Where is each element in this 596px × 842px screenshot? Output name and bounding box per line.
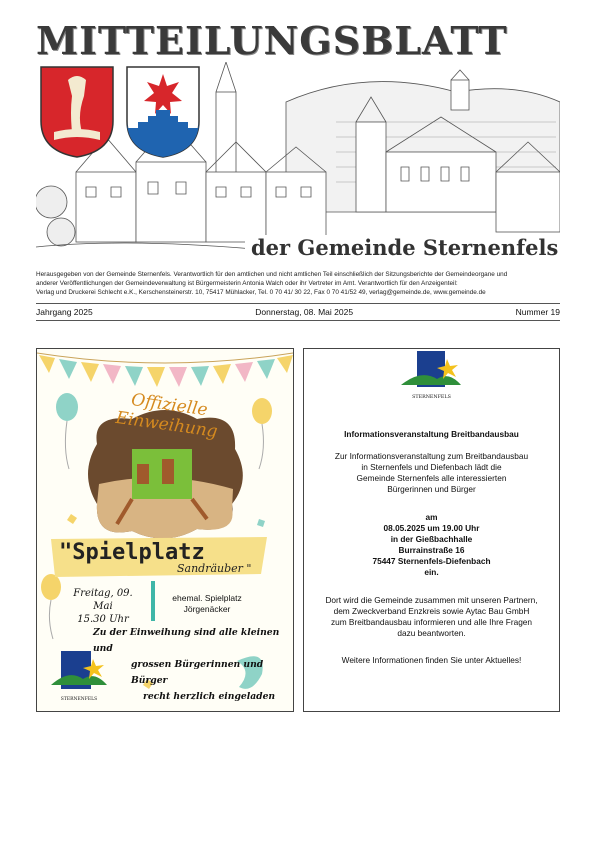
poster-place (167, 593, 247, 615)
bunting-flags (39, 355, 293, 387)
broadband-notice (303, 348, 560, 712)
notice-body-line: Dort wird die Gemeinde zusammen mit unseren Partnern, (325, 595, 538, 605)
poster-heading: Offizielle Einweihung (114, 389, 219, 442)
masthead-title: MITTEILUNGSBLATT (36, 18, 508, 63)
notice-intro-line: Bürgerinnen und Bürger (387, 484, 476, 494)
issue-number: Nummer 19 (515, 307, 560, 317)
divider (36, 303, 560, 304)
issue-volume: Jahrgang 2025 (36, 307, 93, 317)
notice-logo-text: STERNENFELS (412, 395, 451, 400)
notice-title: Informationsveranstaltung Breitbandausbau (344, 429, 519, 439)
notice-body-line: dazu beantworten. (397, 628, 466, 638)
poster-logo-text: STERNENFELS (60, 697, 98, 702)
publisher-line: Verlag und Druckerei Schlecht e.K., Kerschensteinerstr. 10, 75417 Mühlacker, Tel. 0 70 41/ 30 22, Fax 0 70 41/52 49, verlag@gemeinde.de, www.gemeinde.de (36, 289, 486, 296)
sternenfels-logo-icon (399, 351, 463, 401)
poster-invite-line: recht herzlich eingeladen (143, 691, 276, 702)
poster-title: "Spielplatz (59, 540, 205, 565)
poster-place-line: Jörgenäcker (183, 604, 231, 614)
notice-event-line: 75447 Sternenfels-Diefenbach (372, 556, 491, 566)
notice-intro-line: Zur Informationsveranstaltung zum Breitbandausbau (334, 451, 529, 461)
playground-poster (36, 348, 294, 712)
notice-body (304, 595, 559, 639)
notice-event-line: am (425, 512, 438, 522)
notice-event-line: Burrainstraße 16 (398, 545, 465, 555)
balloon-icon (41, 574, 61, 600)
notice-event-line: 08.05.2025 um 19.00 Uhr (383, 523, 480, 533)
poster-date-line: Freitag, 09. Mai (73, 588, 133, 612)
masthead-subtitle: der Gemeinde Sternenfels (245, 235, 564, 260)
poster-invite-line: Zu der Einweihung sind alle kleinen und (93, 627, 280, 654)
balloon-icon (56, 393, 78, 421)
divider (36, 320, 560, 321)
poster-invite-line: grossen Bürgerinnen und Bürger (131, 659, 264, 686)
notice-event-line: in der Gießbachhalle (390, 534, 473, 544)
notice-event-line: ein. (424, 567, 439, 577)
publisher-info (36, 270, 560, 297)
issue-date: Donnerstag, 08. Mai 2025 (255, 307, 354, 317)
notice-intro (304, 451, 559, 495)
crest-red-icon (40, 66, 114, 158)
balloon-icon (252, 398, 272, 424)
poster-time-line: 15.30 Uhr (77, 614, 129, 625)
crest-star-icon (126, 66, 200, 158)
issue-info-row (36, 307, 560, 317)
publisher-line: Herausgegeben von der Gemeinde Sternenfels. Verantwortlich für den amtlichen und nicht amtlichen Teil einschließlich der Sitzungsberichte der Gemeindeorgane und (36, 271, 508, 278)
publisher-line: anderer Veröffentlichungen der Gemeindeverwaltung ist Bürgermeisterin Antonia Walch oder ihr Vertreter im Amt. Verantwortlich für den Anzeigenteil: (36, 280, 458, 287)
poster-place-line: ehemal. Spielplatz (172, 593, 242, 603)
notice-footer: Weitere Informationen finden Sie unter Aktuelles! (341, 655, 522, 665)
notice-event (304, 512, 559, 578)
notice-intro-line: Gemeinde Sternenfels alle interessierten (356, 473, 507, 483)
poster-subtitle: Sandräuber " (177, 562, 252, 575)
notice-body-line: dem Zweckverband Enzkreis sowie Aytac Bau GmbH (333, 606, 530, 616)
notice-intro-line: in Sternenfels und Diefenbach lädt die (361, 462, 502, 472)
poster-date (65, 587, 141, 626)
notice-body-line: zum Breitbandausbau informieren und alle Ihre Fragen (330, 617, 533, 627)
